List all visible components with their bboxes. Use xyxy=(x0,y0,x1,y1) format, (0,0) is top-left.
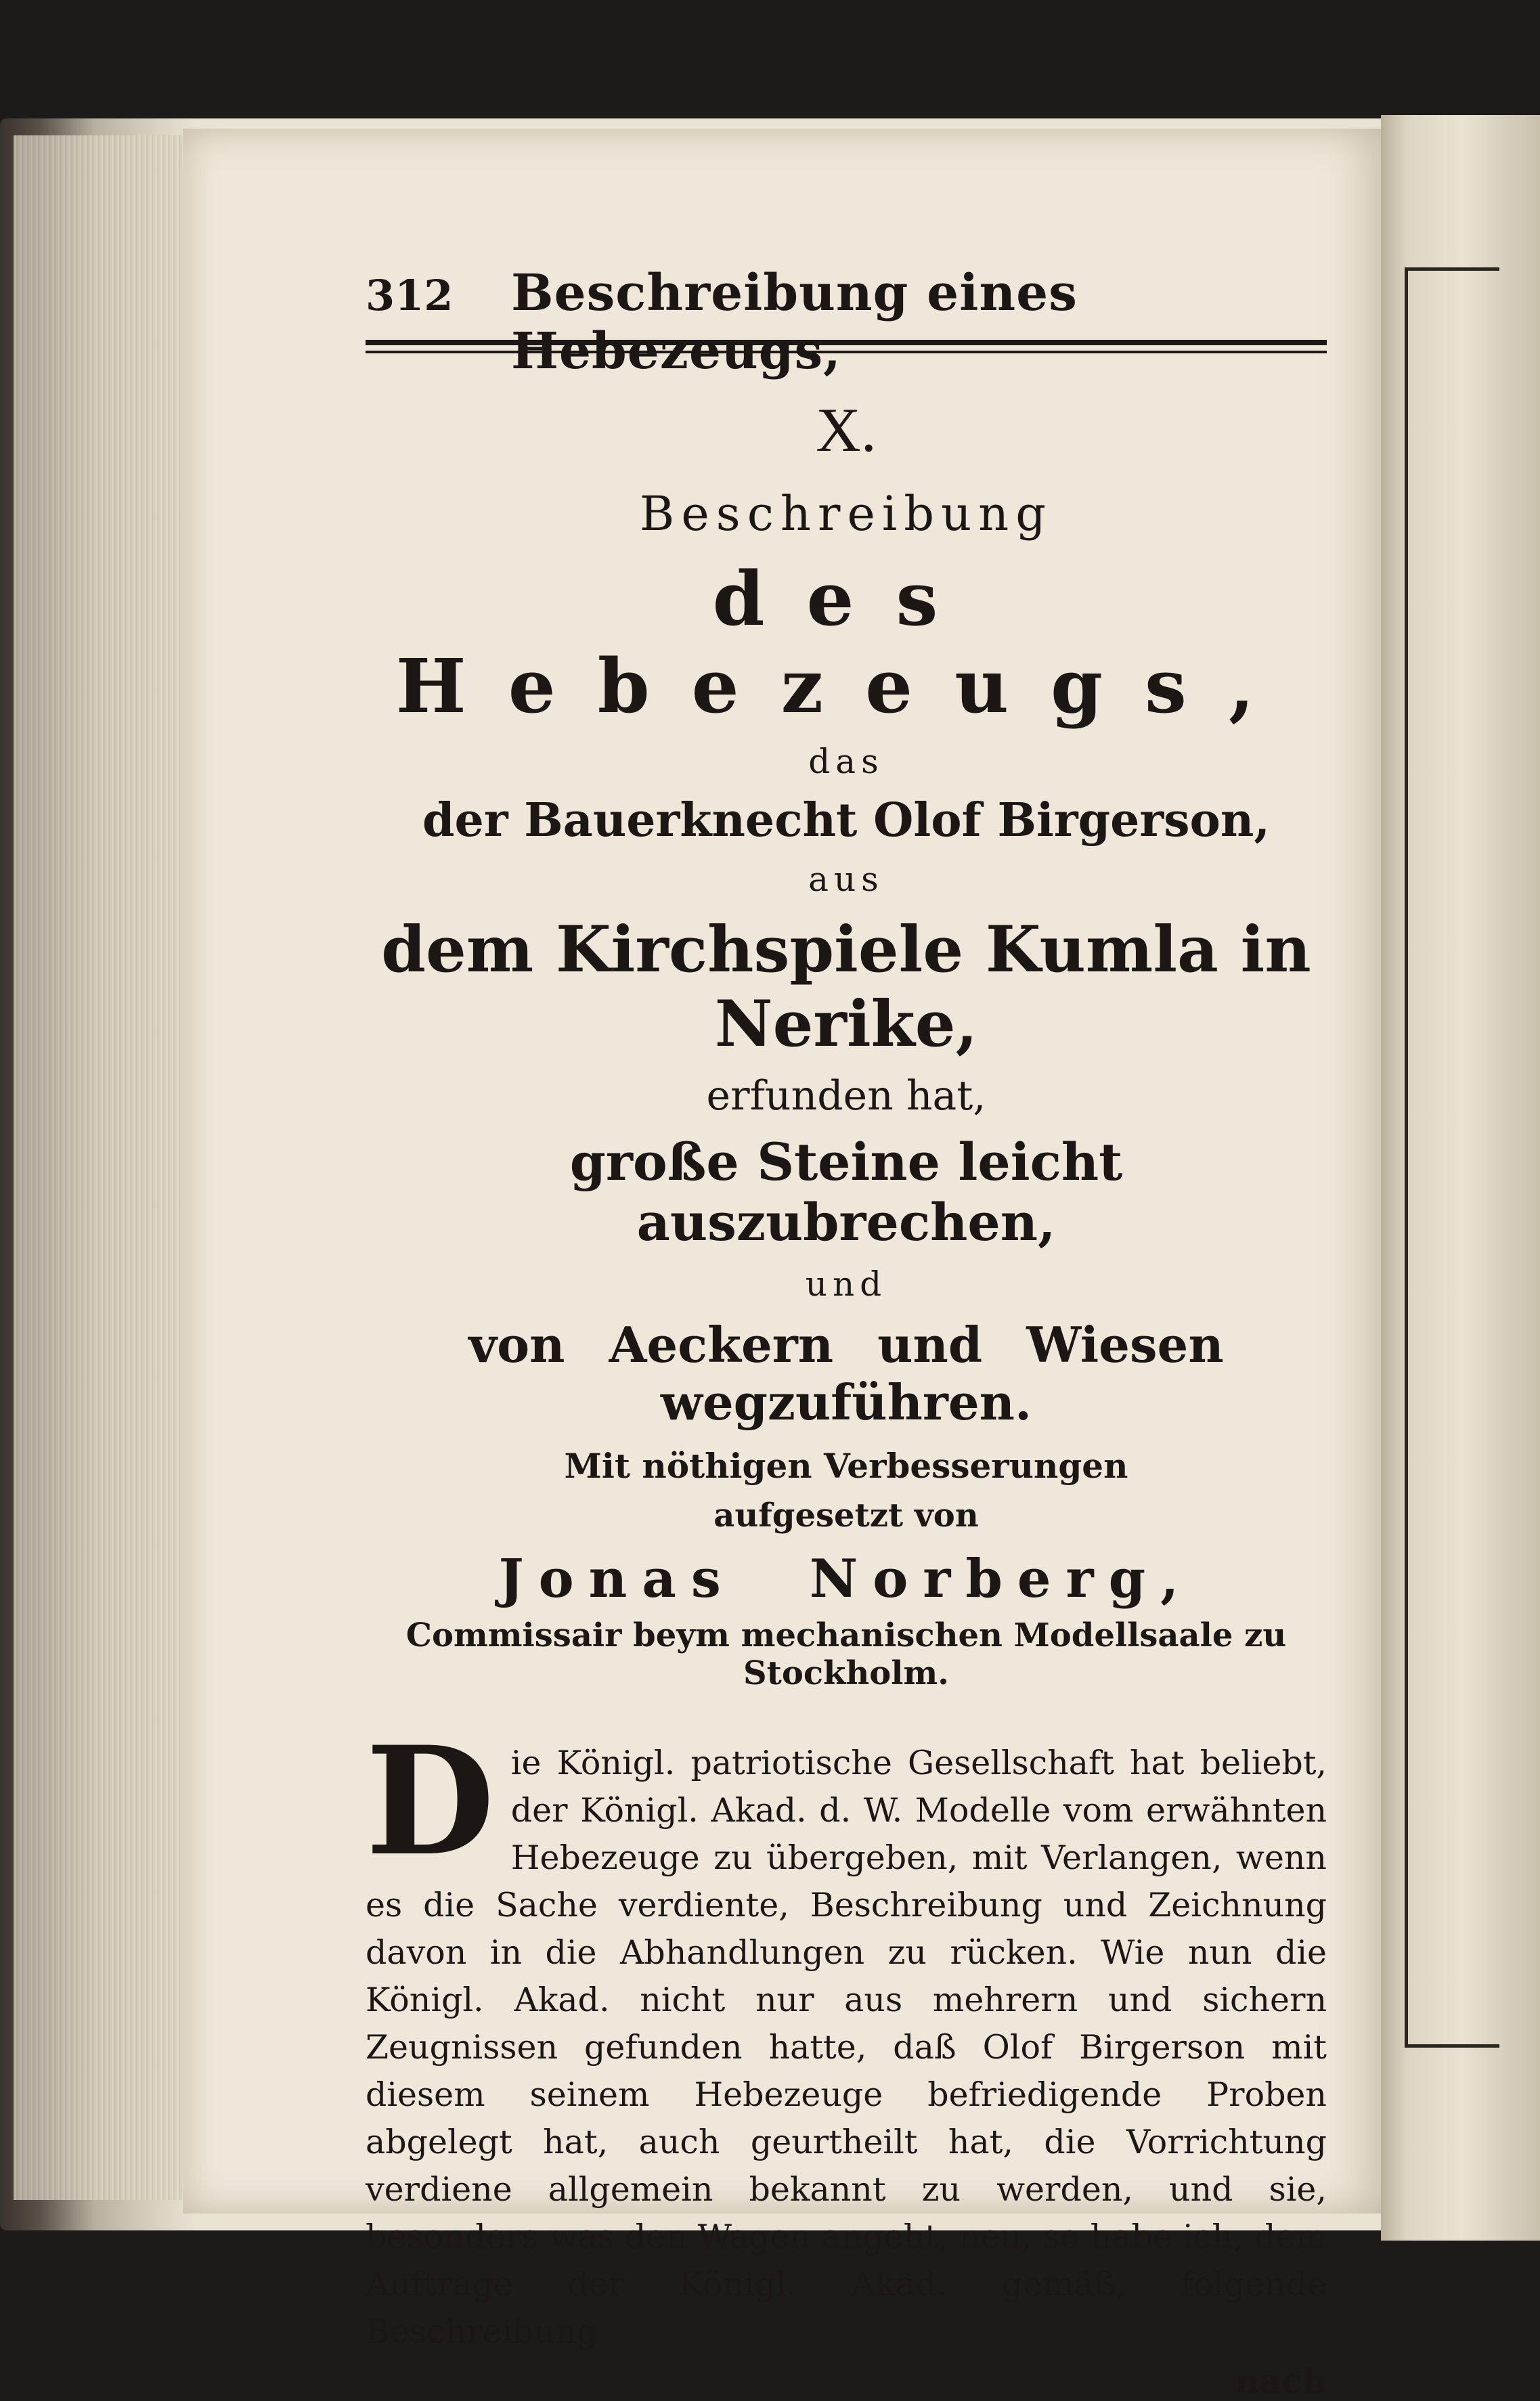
chapter-numeral: X. xyxy=(816,395,877,464)
title-line-3: das xyxy=(808,742,884,781)
title-line-5: aus xyxy=(808,860,884,899)
title-line-8: große Steine leicht auszubrechen, xyxy=(569,1132,1123,1252)
author-affiliation: Commissair beym mechanischen Modellsaale zu Stockholm. xyxy=(405,1616,1287,1692)
title-line-10: von Aeckern und Wiesen wegzuführen. xyxy=(468,1316,1224,1431)
catchword: nach xyxy=(1235,2361,1327,2401)
title-block xyxy=(366,394,1327,1692)
body-paragraph xyxy=(366,1713,1327,2356)
drop-cap: D xyxy=(366,1713,495,1889)
title-line-1: Beschreibung xyxy=(639,486,1053,542)
page-edges xyxy=(14,135,183,2200)
author-name: Jonas Norberg, xyxy=(498,1548,1194,1610)
page-header xyxy=(366,257,1327,380)
page-content xyxy=(366,257,1327,2401)
title-line-11: Mit nöthigen Verbesserungen xyxy=(564,1446,1128,1486)
body-text: ie Königl. patriotische Gesellschaft hat beliebt, der Königl. Akad. d. W. Modelle vom erwähnten Hebezeuge zu übergeben, mit Verlangen, wenn es die Sache verdiente, Beschreibung und Zeichnung davon in die Abhandlungen zu rücken. Wie nun die Königl. Akad. nicht nur aus mehrern und sichern Zeugnissen gefunden hatte, daß Olof Birgerson mit diesem seinem Hebezeuge befriedigende Proben abgelegt hat, auch geurtheilt hat, die Vorrichtung verdiene allgemein bekannt zu werden, und sie, besonders was den Wagen angeht, neu, so habe ich, dem Auftrage der Königl. Akad. gemäß, folgende Beschreibung xyxy=(366,1744,1327,2351)
title-line-9: und xyxy=(805,1264,887,1304)
title-line-4: der Bauerknecht Olof Birgerson, xyxy=(422,793,1270,847)
running-title: Beschreibung eines Hebezeugs, xyxy=(511,264,1078,380)
title-line-2: des Hebezeugs, xyxy=(395,555,1297,730)
title-line-7: erfunden hat, xyxy=(706,1072,986,1120)
title-line-12: aufgesetzt von xyxy=(713,1497,979,1535)
title-line-6: dem Kirchspiele Kumla in Nerike, xyxy=(381,912,1311,1061)
page-number: 312 xyxy=(366,271,454,320)
right-page-frame xyxy=(1405,267,1499,2048)
